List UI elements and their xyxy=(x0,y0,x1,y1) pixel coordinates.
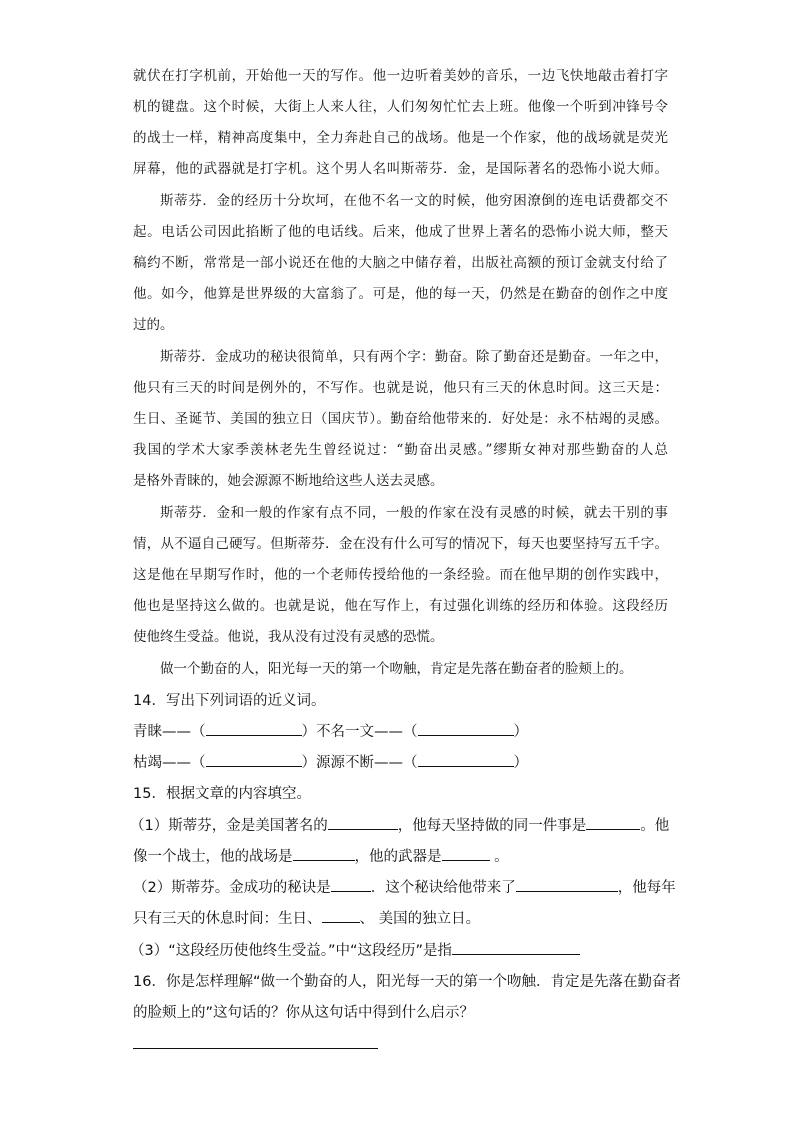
passage-line: 是格外青睐的，她会源源不断地给这些人送去灵感。 xyxy=(133,473,444,489)
passage-line: 我国的学术大家季羡林老先生曾经说过：“勤奋出灵感。”缪斯女神对那些勤奋的人总 xyxy=(133,442,668,458)
question-14-row-2 xyxy=(133,748,668,779)
answer-blank[interactable] xyxy=(418,719,514,736)
word-label: 枯竭——（ xyxy=(133,755,206,771)
prompt-text: ，他的武器是 xyxy=(354,849,442,865)
question-15-title: 15．根据文章的内容填空。 xyxy=(133,786,311,802)
prompt-text: （3）“这段经历使他终生受益。”中“这段经历”是指 xyxy=(130,943,453,959)
answer-blank[interactable] xyxy=(452,938,580,955)
passage-line: 做一个勤奋的人，阳光每一天的第一个吻触，肯定是先落在勤奋者的脸颊上的。 xyxy=(160,661,633,677)
question-15-item-2 xyxy=(133,873,676,904)
answer-blank[interactable] xyxy=(331,875,371,892)
prompt-text: （2）斯蒂芬。金成功的秘诀是 xyxy=(133,880,331,896)
passage-line: 斯蒂芬．金的经历十分坎坷，在他不名一文的时候，他穷困潦倒的连电话费都交不 xyxy=(160,193,668,209)
passage-line: 的战士一样，精神高度集中，全力奔赴自己的战场。他是一个作家，他的战场就是荧光 xyxy=(133,130,668,146)
prompt-text: ．这个秘诀给他带来了 xyxy=(370,880,516,896)
passage-line: 过的。 xyxy=(133,317,174,333)
passage-line: 生日、圣诞节、美国的独立日（国庆节）。勤奋给他带来的．好处是：永不枯竭的灵感。 xyxy=(133,411,668,427)
passage-line: 这是他在早期写作时，他的一个老师传授给他的一条经验。而在他早期的创作实践中， xyxy=(133,567,668,583)
question-15-item-1-cont xyxy=(133,842,668,873)
answer-blank[interactable] xyxy=(206,750,302,767)
passage-line: 起。电话公司因此掐断了他的电话线。后来，他成了世界上著名的恐怖小说大师，整天 xyxy=(133,224,668,240)
word-label: 青睐——（ xyxy=(133,724,206,740)
question-14-row-1 xyxy=(133,717,668,748)
passage-line: 机的键盘。这个时候，大街上人来人往，人们匆匆忙忙去上班。他像一个听到冲锋号令 xyxy=(133,99,668,115)
prompt-text: 、 美国的独立日。 xyxy=(359,911,481,927)
prompt-text: ，他每年 xyxy=(617,880,676,896)
passage-line: 使他终生受益。他说，我从没有过没有灵感的恐慌。 xyxy=(133,629,444,645)
passage-line: 屏幕，他的武器就是打字机。这个男人名叫斯蒂芬．金，是国际著名的恐怖小说大师。 xyxy=(133,161,668,177)
word-label: ）不名一文——（ xyxy=(301,724,418,740)
passage-line: 就伏在打字机前，开始他一天的写作。他一边听着美妙的音乐，一边飞快地敲击着打字 xyxy=(133,68,668,84)
answer-blank[interactable] xyxy=(586,813,640,830)
question-15-item-2-cont xyxy=(133,904,668,935)
answer-blank[interactable] xyxy=(516,875,618,892)
passage-line: 稿约不断，常常是一部小说还在他的大脑之中储存着，出版社高额的预订金就支付给了 xyxy=(133,255,668,271)
answer-line[interactable] xyxy=(133,1048,378,1049)
passage-line: 斯蒂芬．金和一般的作家有点不同，一般的作家在没有灵感的时候，就去干别的事 xyxy=(160,505,668,521)
answer-blank[interactable] xyxy=(442,844,490,861)
prompt-text: （1）斯蒂芬，金是美国著名的 xyxy=(130,818,328,834)
question-14-title: 14．写出下列词语的近义词。 xyxy=(133,693,326,709)
prompt-text: 像一个战士，他的战场是 xyxy=(133,849,293,865)
answer-blank[interactable] xyxy=(206,719,302,736)
prompt-text: 。 xyxy=(489,849,509,865)
question-15-item-1 xyxy=(130,811,670,842)
question-16-line-2: 的脸颊上的”这句话的？你从这句话中得到什么启示？ xyxy=(133,1005,475,1021)
word-label: ） xyxy=(513,755,528,771)
question-16-line-1: 16．你是怎样理解“做一个勤奋的人，阳光每一天的第一个吻触．肯定是先落在勤奋者 xyxy=(133,974,681,990)
question-15-item-3 xyxy=(130,936,665,967)
word-label: ）源源不断——（ xyxy=(301,755,418,771)
passage-line: 他。如今，他算是世界级的大富翁了。可是，他的每一天，仍然是在勤奋的创作之中度 xyxy=(133,286,668,302)
answer-blank[interactable] xyxy=(328,813,398,830)
answer-blank[interactable] xyxy=(322,906,360,923)
answer-blank[interactable] xyxy=(293,844,355,861)
passage-line: 他只有三天的时间是例外的，不写作。也就是说，他只有三天的休息时间。这三天是： xyxy=(133,380,668,396)
prompt-text: 。他 xyxy=(640,818,670,834)
answer-blank[interactable] xyxy=(418,750,514,767)
prompt-text: ，他每天坚持做的同一件事是 xyxy=(397,818,587,834)
passage-line: 他也是坚持这么做的。也就是说，他在写作上，有过强化训练的经历和体验。这段经历 xyxy=(133,598,668,614)
passage-line: 斯蒂芬．金成功的秘诀很简单，只有两个字：勤奋。除了勤奋还是勤奋。一年之中， xyxy=(160,349,668,365)
word-label: ） xyxy=(513,724,528,740)
passage-line: 情，从不逼自己硬写。但斯蒂芬．金在没有什么可写的情况下，每天也要坚持写五千字。 xyxy=(133,536,668,552)
prompt-text: 只有三天的休息时间：生日、 xyxy=(133,911,322,927)
